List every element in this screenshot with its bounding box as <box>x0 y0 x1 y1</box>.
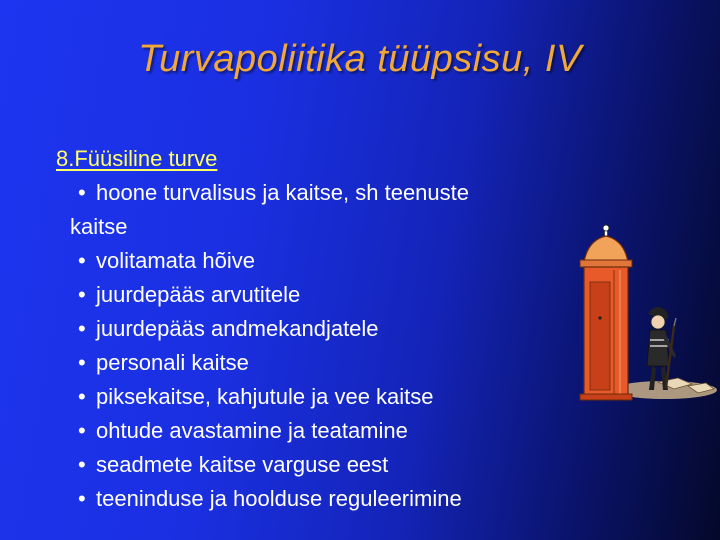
bullet-text: hoone turvalisus ja kaitse, sh teenuste <box>96 180 470 205</box>
bullet-item <box>56 244 656 278</box>
bullet-marker: • <box>78 418 86 443</box>
bullet-marker: • <box>78 282 86 307</box>
bullet-item <box>56 278 656 312</box>
sentry-box-guard-icon <box>570 222 720 422</box>
bullet-text: personali kaitse <box>96 350 249 375</box>
bullet-marker: • <box>78 248 86 273</box>
bullet-text: juurdepääs andmekandjatele <box>96 316 379 341</box>
section-heading: 8.Füüsiline turve <box>56 146 218 171</box>
bullet-text: ohtude avastamine ja teatamine <box>96 418 408 443</box>
bullet-item <box>56 448 656 482</box>
bullet-item <box>56 312 656 346</box>
bullet-marker: • <box>78 350 86 375</box>
bullet-item <box>56 380 656 414</box>
bullet-item <box>56 176 656 210</box>
slide-body <box>56 142 656 516</box>
bullet-text: volitamata hõive <box>96 248 255 273</box>
bullet-continuation: kaitse <box>70 214 128 239</box>
slide-title: Turvapoliitika tüüpsisu, IV <box>138 38 582 80</box>
bullet-text: juurdepääs arvutitele <box>96 282 301 307</box>
bullet-marker: • <box>78 384 86 409</box>
bullet-text: seadmete kaitse varguse eest <box>96 452 389 477</box>
bullet-marker: • <box>78 452 86 477</box>
bullet-item <box>56 482 656 516</box>
bullet-marker: • <box>78 180 86 205</box>
bullet-marker: • <box>78 486 86 511</box>
bullet-text: teeninduse ja hoolduse reguleerimine <box>96 486 462 511</box>
bullet-text: piksekaitse, kahjutule ja vee kaitse <box>96 384 434 409</box>
bullet-item <box>56 346 656 380</box>
bullet-item <box>56 414 656 448</box>
bullet-marker: • <box>78 316 86 341</box>
